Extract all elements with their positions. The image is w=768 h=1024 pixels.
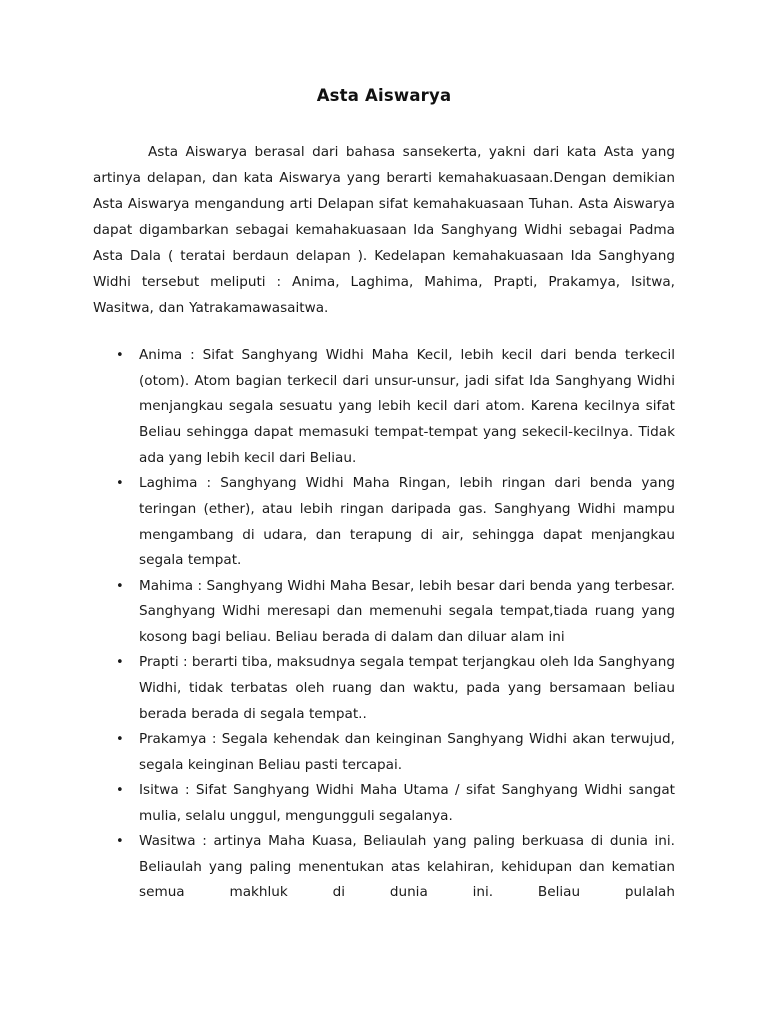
list-item-text: Isitwa : Sifat Sanghyang Widhi Maha Utama / sifat Sanghyang Widhi sangat mulia, selalu unggul, mengungguli segalanya. <box>139 782 675 824</box>
attributes-list <box>93 343 675 906</box>
list-item-prapti <box>93 650 675 727</box>
bullet-icon: • <box>116 731 124 747</box>
bullet-icon: • <box>116 783 124 798</box>
list-item-text: Laghima : Sanghyang Widhi Maha Ringan, lebih ringan dari benda yang teringan (ether), atau lebih ringan daripada gas. Sanghyang Widhi mampu mengambang di udara, dan terapung di air, sehingga dapat menjangkau segala tempat. <box>139 475 675 569</box>
bullet-icon: • <box>116 578 124 594</box>
list-item-text: Wasitwa : artinya Maha Kuasa, Beliaulah yang paling berkuasa di dunia ini. Beliaulah yang paling menentukan atas kelahiran, kehidupan dan kematian semua makhluk di dunia ini. Beliau pulalah <box>139 833 675 901</box>
bullet-icon: • <box>116 834 124 850</box>
bullet-icon: • <box>116 476 124 492</box>
list-item-isitwa <box>93 778 675 829</box>
document-title: Asta Aiswarya <box>316 86 452 105</box>
list-item-wasitwa <box>93 829 675 906</box>
list-item-anima <box>93 343 675 472</box>
intro-paragraph: Asta Aiswarya berasal dari bahasa sansekerta, yakni dari kata Asta yang artinya delapan, dan kata Aiswarya yang berarti kemahakuasaan.Dengan demikian Asta Aiswarya mengandung arti Delapan sifat kemahakuasaan Tuhan. Asta Aiswarya dapat digambarkan sebagai kemahakuasaan Ida Sanghyang Widhi sebagai Padma Asta Dala ( teratai berdaun delapan ). Kedelapan kemahakuasaan Ida Sanghyang Widhi tersebut meliputi : Anima, Laghima, Mahima, Prapti, Prakamya, Isitwa, Wasitwa, dan Yatrakamawasaitwa. <box>93 144 675 316</box>
bullet-icon: • <box>116 655 124 671</box>
list-item-prakamya <box>93 727 675 778</box>
list-item-text: Anima : Sifat Sanghyang Widhi Maha Kecil, lebih kecil dari benda terkecil (otom). Atom bagian terkecil dari unsur-unsur, jadi sifat Ida Sanghyang Widhi menjangkau segala sesuatu yang lebih kecil dari atom. Karena kecilnya sifat Beliau sehingga dapat memasuki tempat-tempat yang sekecil-kecilnya. Tidak ada yang lebih kecil dari Beliau. <box>139 347 675 466</box>
list-item-laghima <box>93 471 675 574</box>
list-item-text: Prakamya : Segala kehendak dan keinginan Sanghyang Widhi akan terwujud, segala keinginan Beliau pasti tercapai. <box>139 730 675 773</box>
list-item-text: Mahima : Sanghyang Widhi Maha Besar, lebih besar dari benda yang terbesar. Sanghyang Widhi meresapi dan memenuhi segala tempat,tiada ruang yang kosong bagi beliau. Beliau berada di dalam dan diluar alam ini <box>139 577 675 645</box>
list-item-mahima <box>93 574 675 651</box>
list-item-text: Prapti : berarti tiba, maksudnya segala tempat terjangkau oleh Ida Sanghyang Widhi, tidak terbatas oleh ruang dan waktu, pada yang bersamaan beliau berada berada di segala tempat.. <box>139 654 675 722</box>
bullet-icon: • <box>116 348 124 363</box>
